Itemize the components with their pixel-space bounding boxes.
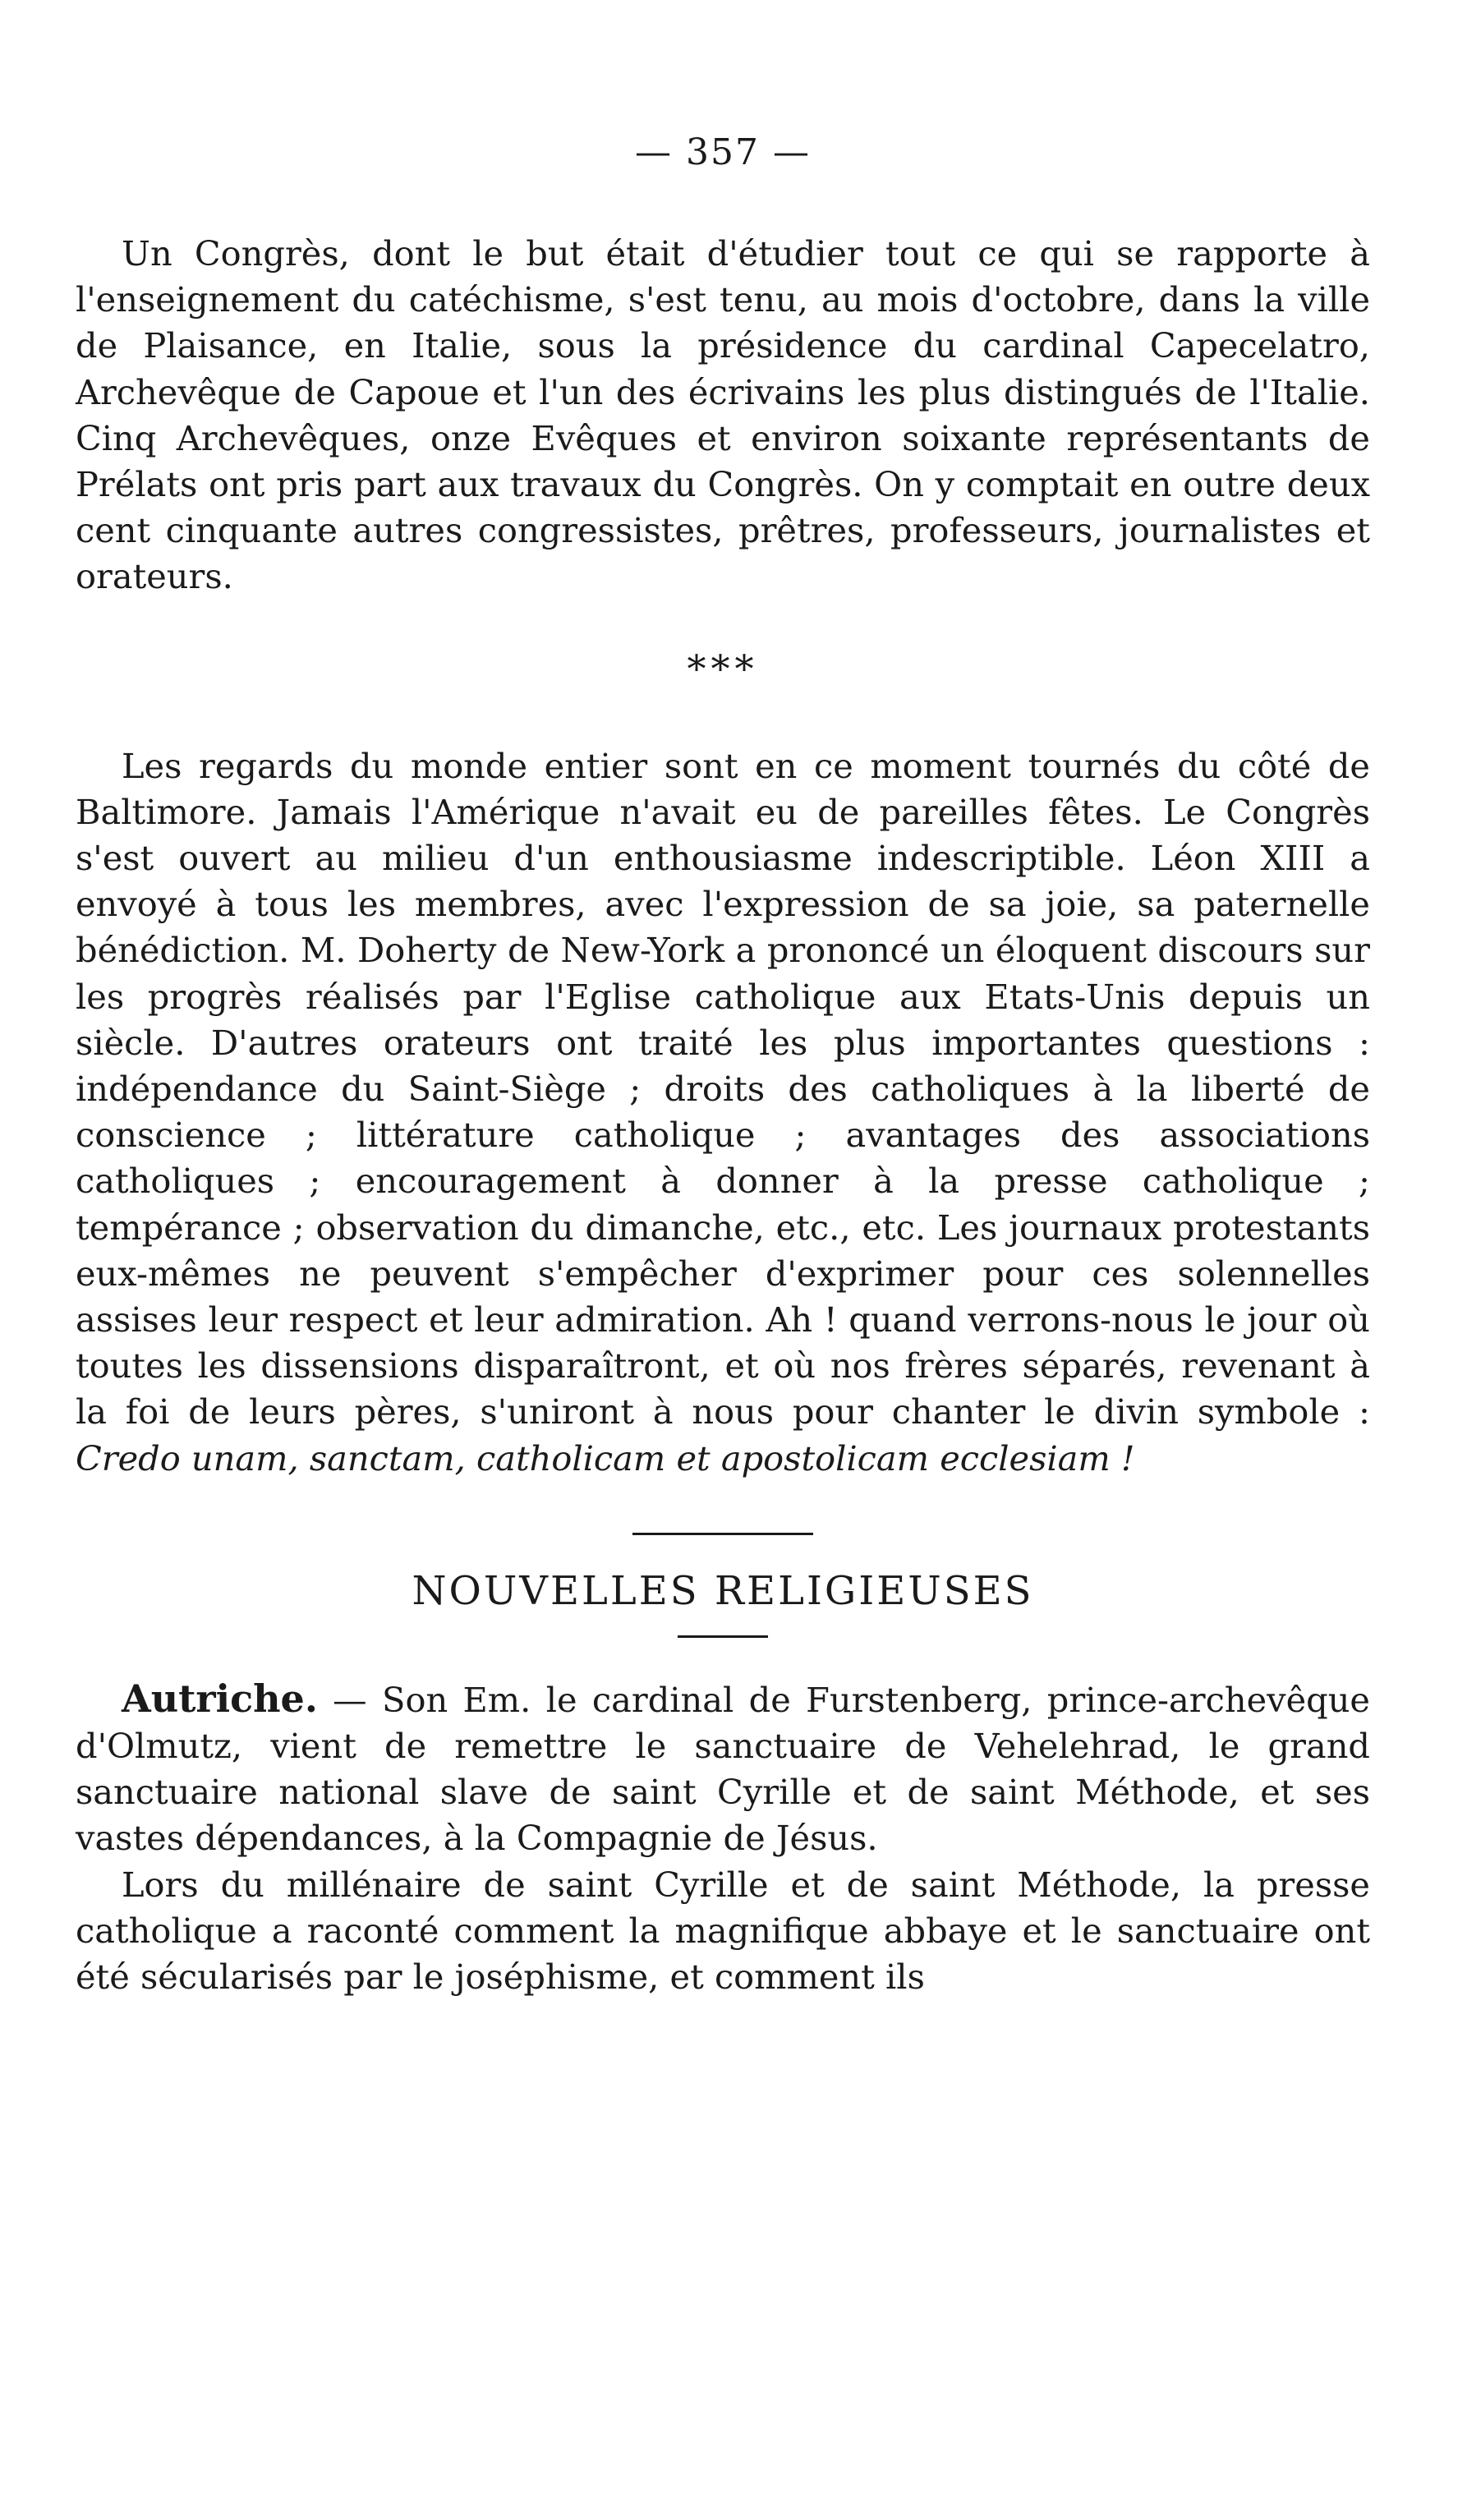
paragraph-autriche-text: — Son Em. le cardinal de Furstenberg, prince-archevêque d'Olmutz, vient de remettre le sanctuaire de Vehelehrad, le grand sanctuaire national slave de saint Cyrille et de saint Méthode, et ses vastes dépendances, à la Compagnie de Jésus. (76, 1679, 1370, 1859)
section-rule-bottom (678, 1635, 768, 1638)
section-title: NOUVELLES RELIGIEUSES (412, 1567, 1034, 1614)
paragraph-baltimore (76, 743, 1370, 1482)
section-rule-top (632, 1533, 813, 1535)
page (76, 131, 1370, 2000)
latin-quote: Credo unam, sanctam, catholicam et apostolicam ecclesiam ! (76, 1437, 1135, 1478)
paragraph-millenaire: Lors du millénaire de saint Cyrille et de saint Méthode, la presse catholique a raconté comment la magnifique abbaye et le sanctuaire ont été sécularisés par le joséphisme, et comment ils (76, 1864, 1370, 1998)
paragraph-lead-autriche: Autriche. (122, 1676, 318, 1721)
page-number: — 357 — (635, 131, 811, 173)
paragraph-autriche (76, 1676, 1370, 1862)
asterism-separator: *** (687, 646, 759, 691)
paragraph-congres-plaisance: Un Congrès, dont le but était d'étudier tout ce qui se rapporte à l'enseignement du catéchisme, s'est tenu, au mois d'octobre, dans la ville de Plaisance, en Italie, sous la présidence du cardinal Capecelatro, Archevêque de Capoue et l'un des écrivains les plus distingués de l'Italie. Cinq Archevêques, onze Evêques et environ soixante représentants de Prélats ont pris part aux travaux du Congrès. On y comptait en outre deux cent cinquante autres congressistes, prêtres, professeurs, journalistes et orateurs. (76, 233, 1370, 597)
paragraph-baltimore-text: Les regards du monde entier sont en ce moment tournés du côté de Baltimore. Jamais l'Amérique n'avait eu de pareilles fêtes. Le Congrès s'est ouvert au milieu d'un enthousiasme indescriptible. Léon XIII a envoyé à tous les membres, avec l'expression de sa joie, sa paternelle bénédiction. M. Doherty de New-York a prononcé un éloquent discours sur les progrès réalisés par l'Eglise catholique aux Etats-Unis depuis un siècle. D'autres orateurs ont traité les plus importantes questions : indépendance du Saint-Siège ; droits des catholiques à la liberté de conscience ; littérature catholique ; avantages des associations catholiques ; encouragement à donner à la presse catholique ; tempérance ; observation du dimanche, etc., etc. Les journaux protestants eux-mêmes ne peuvent s'empêcher d'exprimer pour ces solennelles assises leur respect et leur admiration. Ah ! quand verrons-nous le jour où toutes les dissensions disparaîtront, et où nos frères séparés, revenant à la foi de leurs pères, s'uniront à nous pour chanter le divin symbole : (76, 745, 1370, 1432)
